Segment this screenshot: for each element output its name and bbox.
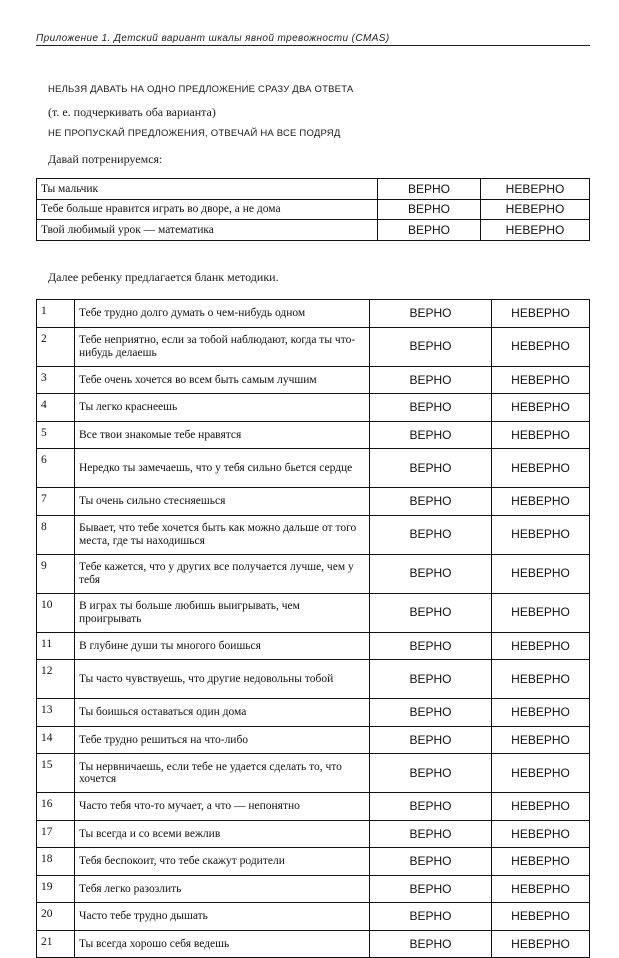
false-option[interactable]: НЕВЕРНО	[492, 793, 590, 821]
true-option[interactable]: ВЕРНО	[370, 554, 492, 593]
question-row	[37, 726, 590, 754]
question-row	[37, 848, 590, 876]
statement-text: Тебе больше нравится играть во дворе, а не дома	[37, 199, 378, 220]
false-option[interactable]: НЕВЕРНО	[492, 515, 590, 554]
question-row	[37, 875, 590, 903]
question-text: Тебе трудно долго думать о чем-нибудь одном	[75, 300, 370, 328]
false-option[interactable]: НЕВЕРНО	[492, 593, 590, 632]
header-rule	[36, 45, 590, 46]
false-option[interactable]: НЕВЕРНО	[492, 820, 590, 848]
question-row	[37, 793, 590, 821]
false-option[interactable]: НЕВЕРНО	[492, 930, 590, 958]
question-number: 21	[37, 930, 75, 958]
practice-row	[37, 220, 590, 241]
question-text: В глубине души ты многого боишься	[75, 632, 370, 660]
instruction-note: (т. е. подчеркивать оба варианта)	[48, 105, 216, 119]
question-text: Ты часто чувствуешь, что другие недовольны тобой	[75, 660, 370, 699]
false-option[interactable]: НЕВЕРНО	[481, 220, 590, 241]
question-text: Часто тебя что-то мучает, а что — непонятно	[75, 793, 370, 821]
question-text: Ты очень сильно стесняешься	[75, 488, 370, 516]
question-number: 5	[37, 421, 75, 449]
question-text: Тебе трудно решиться на что-либо	[75, 726, 370, 754]
true-option[interactable]: ВЕРНО	[370, 300, 492, 328]
false-option[interactable]: НЕВЕРНО	[492, 660, 590, 699]
true-option[interactable]: ВЕРНО	[378, 199, 481, 220]
question-number: 1	[37, 300, 75, 328]
question-row	[37, 593, 590, 632]
false-option[interactable]: НЕВЕРНО	[492, 875, 590, 903]
instruction-no-skip: НЕ ПРОПУСКАЙ ПРЕДЛОЖЕНИЯ, ОТВЕЧАЙ НА ВСЕ ПОДРЯД	[48, 128, 341, 139]
question-number: 10	[37, 593, 75, 632]
question-number: 11	[37, 632, 75, 660]
question-row	[37, 515, 590, 554]
false-option[interactable]: НЕВЕРНО	[492, 726, 590, 754]
false-option[interactable]: НЕВЕРНО	[492, 903, 590, 931]
question-text: Ты боишься оставаться один дома	[75, 699, 370, 727]
statement-text: Твой любимый урок — математика	[37, 220, 378, 241]
question-text: Все твои знакомые тебе нравятся	[75, 421, 370, 449]
question-text: Часто тебе трудно дышать	[75, 903, 370, 931]
question-number: 9	[37, 554, 75, 593]
false-option[interactable]: НЕВЕРНО	[492, 488, 590, 516]
question-text: Ты легко краснеешь	[75, 394, 370, 422]
question-number: 6	[37, 449, 75, 488]
true-option[interactable]: ВЕРНО	[370, 593, 492, 632]
false-option[interactable]: НЕВЕРНО	[492, 300, 590, 328]
false-option[interactable]: НЕВЕРНО	[492, 699, 590, 727]
true-option[interactable]: ВЕРНО	[370, 449, 492, 488]
instruction-no-double-answer: НЕЛЬЗЯ ДАВАТЬ НА ОДНО ПРЕДЛОЖЕНИЕ СРАЗУ ДВА ОТВЕТА	[48, 84, 354, 95]
question-number: 15	[37, 754, 75, 793]
question-row	[37, 394, 590, 422]
false-option[interactable]: НЕВЕРНО	[481, 179, 590, 200]
question-text: В играх ты больше любишь выигрывать, чем проигрывать	[75, 593, 370, 632]
true-option[interactable]: ВЕРНО	[370, 515, 492, 554]
question-number: 14	[37, 726, 75, 754]
false-option[interactable]: НЕВЕРНО	[492, 632, 590, 660]
main-intro: Далее ребенку предлагается бланк методики.	[48, 270, 279, 284]
question-row	[37, 421, 590, 449]
false-option[interactable]: НЕВЕРНО	[492, 754, 590, 793]
false-option[interactable]: НЕВЕРНО	[492, 421, 590, 449]
question-number: 17	[37, 820, 75, 848]
question-number: 3	[37, 366, 75, 394]
true-option[interactable]: ВЕРНО	[370, 903, 492, 931]
question-text: Тебя легко разозлить	[75, 875, 370, 903]
question-number: 16	[37, 793, 75, 821]
questionnaire-table	[36, 299, 590, 958]
question-row	[37, 660, 590, 699]
question-number: 8	[37, 515, 75, 554]
question-row	[37, 449, 590, 488]
question-number: 2	[37, 327, 75, 366]
practice-table	[36, 178, 590, 241]
true-option[interactable]: ВЕРНО	[378, 179, 481, 200]
question-text: Ты нервничаешь, если тебе не удается сделать то, что хочется	[75, 754, 370, 793]
question-row	[37, 820, 590, 848]
question-number: 18	[37, 848, 75, 876]
true-option[interactable]: ВЕРНО	[370, 726, 492, 754]
question-row	[37, 930, 590, 958]
question-row	[37, 699, 590, 727]
question-row	[37, 903, 590, 931]
true-option[interactable]: ВЕРНО	[370, 632, 492, 660]
practice-row	[37, 199, 590, 220]
true-option[interactable]: ВЕРНО	[370, 488, 492, 516]
question-row	[37, 366, 590, 394]
question-text: Ты всегда и со всеми вежлив	[75, 820, 370, 848]
false-option[interactable]: НЕВЕРНО	[492, 366, 590, 394]
question-row	[37, 488, 590, 516]
question-text: Ты всегда хорошо себя ведешь	[75, 930, 370, 958]
true-option[interactable]: ВЕРНО	[370, 366, 492, 394]
false-option[interactable]: НЕВЕРНО	[492, 848, 590, 876]
question-number: 20	[37, 903, 75, 931]
true-option[interactable]: ВЕРНО	[370, 421, 492, 449]
practice-intro: Давай потренируемся:	[48, 152, 163, 166]
true-option[interactable]: ВЕРНО	[370, 394, 492, 422]
true-option[interactable]: ВЕРНО	[370, 754, 492, 793]
question-number: 4	[37, 394, 75, 422]
practice-row	[37, 179, 590, 200]
true-option[interactable]: ВЕРНО	[370, 848, 492, 876]
true-option[interactable]: ВЕРНО	[370, 660, 492, 699]
question-row	[37, 632, 590, 660]
false-option[interactable]: НЕВЕРНО	[492, 554, 590, 593]
false-option[interactable]: НЕВЕРНО	[481, 199, 590, 220]
false-option[interactable]: НЕВЕРНО	[492, 327, 590, 366]
true-option[interactable]: ВЕРНО	[370, 793, 492, 821]
question-number: 19	[37, 875, 75, 903]
true-option[interactable]: ВЕРНО	[370, 699, 492, 727]
true-option[interactable]: ВЕРНО	[370, 930, 492, 958]
question-text: Нередко ты замечаешь, что у тебя сильно бьется сердце	[75, 449, 370, 488]
false-option[interactable]: НЕВЕРНО	[492, 394, 590, 422]
question-row	[37, 554, 590, 593]
false-option[interactable]: НЕВЕРНО	[492, 449, 590, 488]
true-option[interactable]: ВЕРНО	[378, 220, 481, 241]
question-text: Бывает, что тебе хочется быть как можно дальше от того места, где ты находишься	[75, 515, 370, 554]
page-header: Приложение 1. Детский вариант шкалы явной тревожности (CMAS)	[36, 33, 390, 44]
question-row	[37, 754, 590, 793]
statement-text: Ты мальчик	[37, 179, 378, 200]
question-row	[37, 300, 590, 328]
question-row	[37, 327, 590, 366]
question-number: 12	[37, 660, 75, 699]
question-number: 13	[37, 699, 75, 727]
question-text: Тебя беспокоит, что тебе скажут родители	[75, 848, 370, 876]
true-option[interactable]: ВЕРНО	[370, 820, 492, 848]
question-text: Тебе кажется, что у других все получается лучше, чем у тебя	[75, 554, 370, 593]
true-option[interactable]: ВЕРНО	[370, 327, 492, 366]
true-option[interactable]: ВЕРНО	[370, 875, 492, 903]
question-text: Тебе неприятно, если за тобой наблюдают, когда ты что-нибудь делаешь	[75, 327, 370, 366]
question-number: 7	[37, 488, 75, 516]
question-text: Тебе очень хочется во всем быть самым лучшим	[75, 366, 370, 394]
